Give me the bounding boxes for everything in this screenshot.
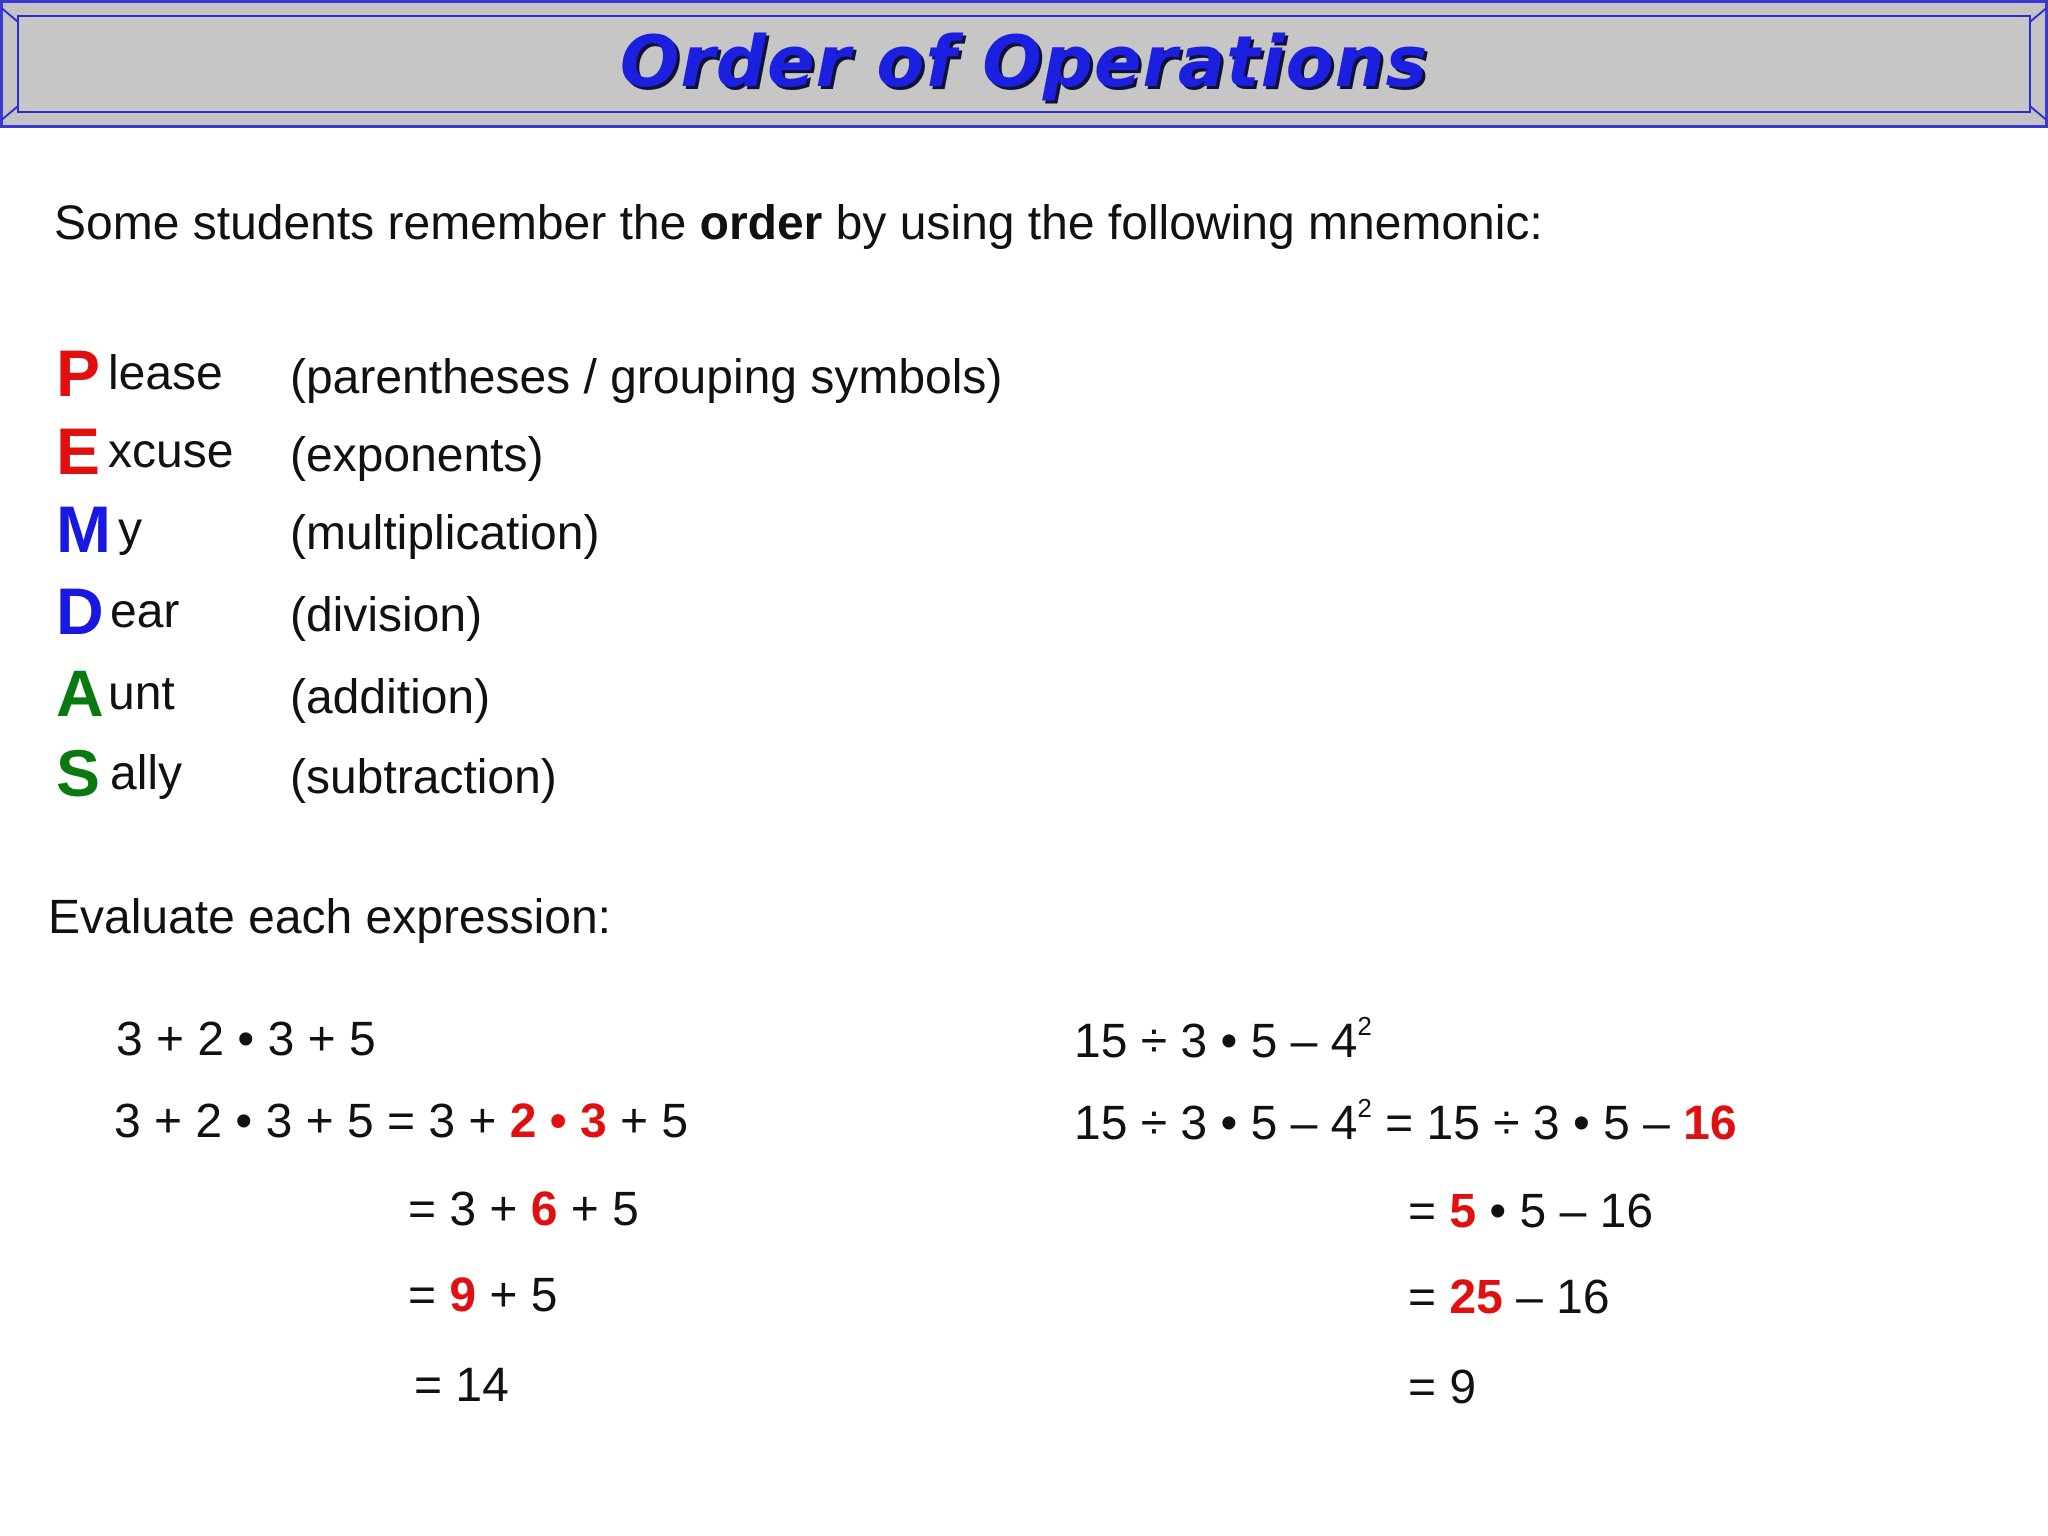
right-step-4: = 9 [1408,1361,1477,1414]
right-step-3 [1408,1270,1610,1326]
title-banner [0,0,2048,128]
left-step-3 [408,1268,557,1324]
mnemonic-row-a [56,646,1156,730]
left-step-4: = 14 [414,1359,509,1412]
mnemonic-letter: S [56,736,101,810]
right-step-2-highlight: 5 [1449,1185,1477,1238]
right-step-1-mid: = 15 ÷ 3 • 5 – [1371,1097,1684,1150]
mnemonic-description: (division) [290,589,483,642]
right-step-1-exponent: 2 [1357,1093,1372,1123]
left-expression: 3 + 2 • 3 + 5 [116,1013,376,1066]
mnemonic-description: (multiplication) [290,507,600,560]
mnemonic-letter: D [56,574,104,648]
left-step-3-rest: + 5 [476,1269,558,1322]
right-step-1-lhs: 15 ÷ 3 • 5 – 4 [1074,1097,1358,1150]
evaluate-heading: Evaluate each expression: [48,891,612,944]
right-step-2 [1408,1184,1653,1240]
right-step-3-highlight: 25 [1449,1271,1503,1324]
right-step-2-rest: • 5 – 16 [1476,1185,1654,1238]
mnemonic-word: unt [108,667,175,720]
right-step-2-pre: = [1408,1185,1450,1238]
mnemonic-description: (subtraction) [290,751,557,804]
mnemonic-word: xcuse [108,425,234,478]
intro-sentence [54,196,1543,251]
mnemonic-row-d [56,564,1156,648]
left-step-2-rest: + 5 [557,1183,639,1236]
right-expression-base: 15 ÷ 3 • 5 – 4 [1074,1015,1358,1068]
mnemonic-word: ally [110,747,183,800]
mnemonic-word: ear [110,585,180,638]
left-step-2-pre: = 3 + [408,1183,531,1236]
right-step-3-pre: = [1408,1271,1450,1324]
mnemonic-description: (addition) [290,671,491,724]
mnemonic-row-s [56,726,1156,810]
banner-bevel-bottom-left [2,106,19,120]
left-step-1-rest: + 5 [606,1095,689,1148]
mnemonic-row-e [56,404,1156,488]
right-expression-exponent: 2 [1357,1011,1372,1041]
left-step-1-lhs: 3 + 2 • 3 + 5 = 3 + [114,1095,510,1148]
mnemonic-row-p [56,326,1156,410]
right-step-3-rest: – 16 [1502,1271,1610,1324]
intro-text-before: Some students remember the [54,197,700,250]
left-step-3-highlight: 9 [449,1269,477,1322]
mnemonic-letter: P [56,336,101,410]
mnemonic-letter: M [56,492,111,566]
left-step-2 [408,1182,639,1238]
right-step-1 [1074,1093,1737,1152]
mnemonic-letter: A [56,656,104,730]
right-step-1-highlight: 16 [1683,1097,1737,1150]
mnemonic-description: (parentheses / grouping symbols) [290,351,1003,404]
left-step-3-pre: = [408,1269,450,1322]
left-step-1-highlight: 2 • 3 [509,1095,607,1148]
mnemonic-letter: E [56,414,101,488]
intro-bold-word: order [699,197,823,250]
right-expression [1074,1011,1372,1070]
intro-text-after: by using the following mnemonic: [822,197,1543,250]
banner-bevel-bottom-right [2030,106,2047,120]
mnemonic-word: lease [108,347,223,400]
left-step-1 [114,1094,688,1150]
slide-title: Order of Operations [619,21,1429,103]
left-step-2-highlight: 6 [530,1183,558,1236]
mnemonic-row-m [56,482,1156,566]
mnemonic-description: (exponents) [290,429,544,482]
mnemonic-word: y [118,503,142,556]
